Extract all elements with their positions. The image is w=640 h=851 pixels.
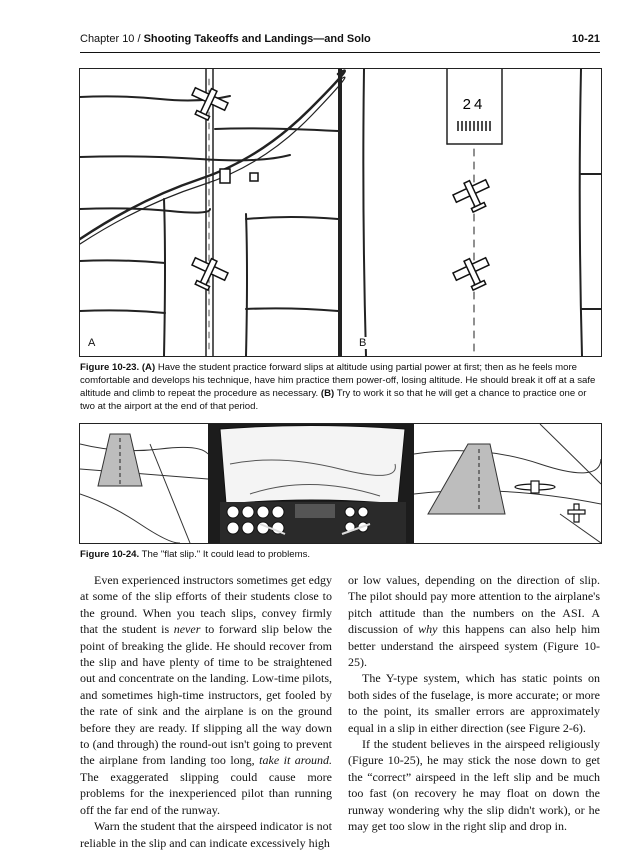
figure-10-23-caption: Figure 10-23. (A) Have the student practice forward slips at altitude using partial power at first; then as he feels more comfortable and develops his technique, have him practice them power-off, losing altitude. He should break it off at a safe altitude and climb to repeat the procedure as necessary. (B) Try to work it so that he will get a chance to practice one or two at the airport at the end of that period.	[80, 362, 596, 412]
figure-10-23-illustration	[80, 69, 601, 356]
running-header-chapter	[80, 33, 371, 45]
runway-number: 24	[462, 96, 486, 113]
chapter-title: Shooting Takeoffs and Landings—and Solo	[143, 33, 371, 45]
paragraph: Even experienced instructors sometimes get edgy at some of the slip efforts of their students close to the ground. When you teach slips, convey firmly that the student is never to forward slip below the point of breaking the glide. He should recover from the slip and have plenty of time to be straightened out and concentrate on the landing. Low-time pilots, and sometimes high-time instructors, get fooled by the rate of sink and the airplane is on the ground before they are ready. If slipping all the way down to (and through) the round-out isn't going to prevent the airplane from landing too long, take it around. The exaggerated slipping could cause more problems for the inexperienced pilot than running off the far end of the runway.	[80, 573, 332, 817]
panel-b-label: B	[359, 337, 367, 349]
body-column-right	[348, 572, 600, 835]
figure-10-24-caption: Figure 10-24. The "flat slip." It could lead to problems.	[80, 549, 311, 560]
paragraph: Warn the student that the airspeed indicator is not reliable in the slip and can indicate excessively high	[80, 819, 332, 850]
chapter-number: Chapter 10 /	[80, 33, 144, 45]
paragraph: If the student believes in the airspeed religiously (Figure 10-25), he may stick the nose down to get the “correct” airspeed in the left slip and be much too fast (on recovery he may float on down the runway wondering why the slip didn't work), or he may get too slow in the right slip and drop in.	[348, 737, 600, 834]
caption-label: Figure 10-23.	[80, 362, 140, 373]
header-rule	[80, 52, 600, 53]
figure-10-23	[79, 68, 602, 357]
body-column-left	[80, 572, 332, 851]
paragraph: The Y-type system, which has static points on both sides of the fuselage, is more accurate; or more to the point, its smaller errors are approximately equal in a slip in either direction (see Figure 2-6).	[348, 671, 600, 735]
panel-a-label: A	[88, 337, 96, 349]
paragraph: or low values, depending on the direction of slip. The pilot should pay more attention to the airplane's pitch attitude than the numbers on the ASI. A discussion of why this happens can also help him better understand the airspeed system (Figure 10-25).	[348, 573, 600, 670]
page-number: 10-21	[571, 33, 600, 45]
figure-10-24-illustration	[80, 424, 601, 543]
figure-10-24	[79, 423, 602, 544]
caption-label: Figure 10-24.	[80, 549, 140, 560]
